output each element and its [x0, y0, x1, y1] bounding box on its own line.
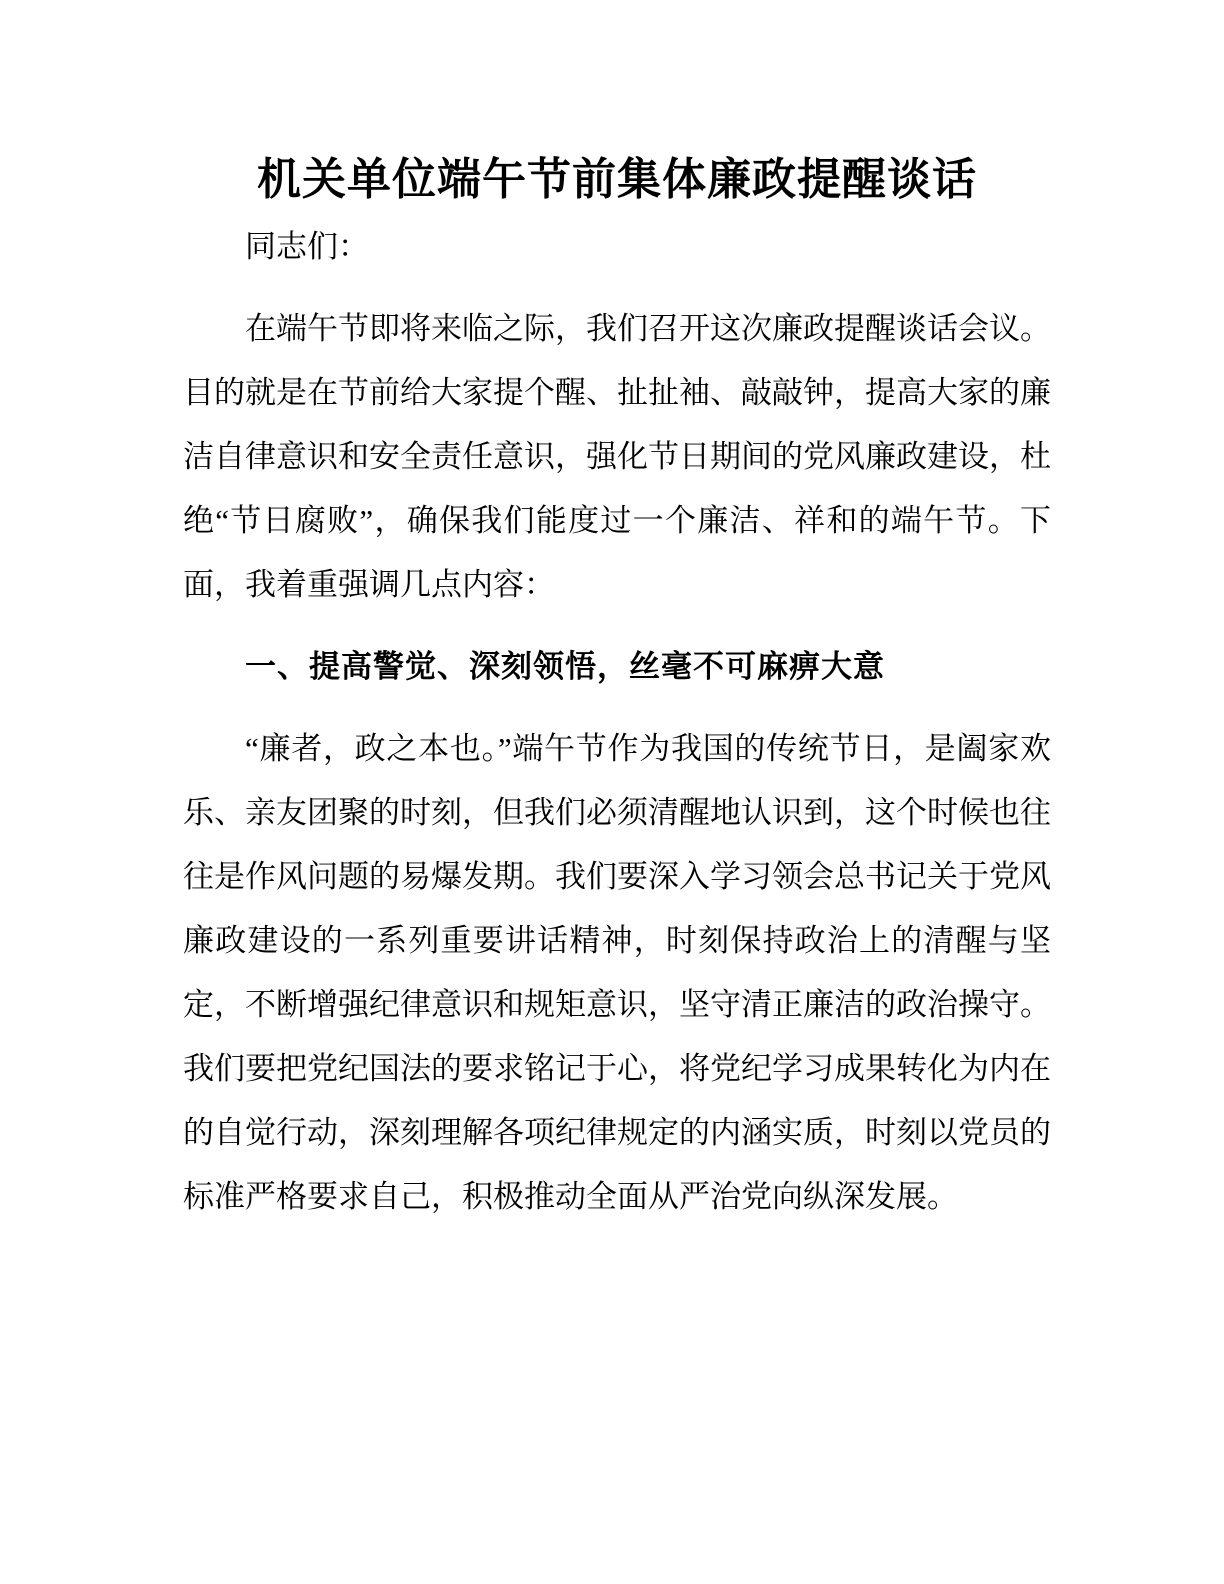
salutation: 同志们： [245, 229, 369, 264]
section-1-paragraph: “廉者，政之本也。”端午节作为我国的传统节日，是阖家欢乐、亲友团聚的时刻，但我们必须清醒地认识到，这个时候也往往是作风问题的易爆发期。我们要深入学习领会总书记关于党风廉政建设的一系列重要讲话精神，时刻保持政治上的清醒与坚定，不断增强纪律意识和规矩意识，坚守清正廉洁的政治操守。我们要把党纪国法的要求铭记于心，将党纪学习成果转化为内在的自觉行动，深刻理解各项纪律规定的内涵实质，时刻以党员的标准严格要求自己，积极推动全面从严治党向纵深发展。 [183, 731, 1051, 1214]
document-title: 机关单位端午节前集体廉政提醒谈话 [257, 155, 977, 204]
section-heading-1: 一、提高警觉、深刻领悟，丝毫不可麻痹大意 [245, 649, 885, 684]
intro-paragraph: 在端午节即将来临之际，我们召开这次廉政提醒谈话会议。目的就是在节前给大家提个醒、扯扯袖、敲敲钟，提高大家的廉洁自律意识和安全责任意识，强化节日期间的党风廉政建设，杜绝“节日腐败”，确保我们能度过一个廉洁、祥和的端午节。下面，我着重强调几点内容： [183, 311, 1051, 602]
